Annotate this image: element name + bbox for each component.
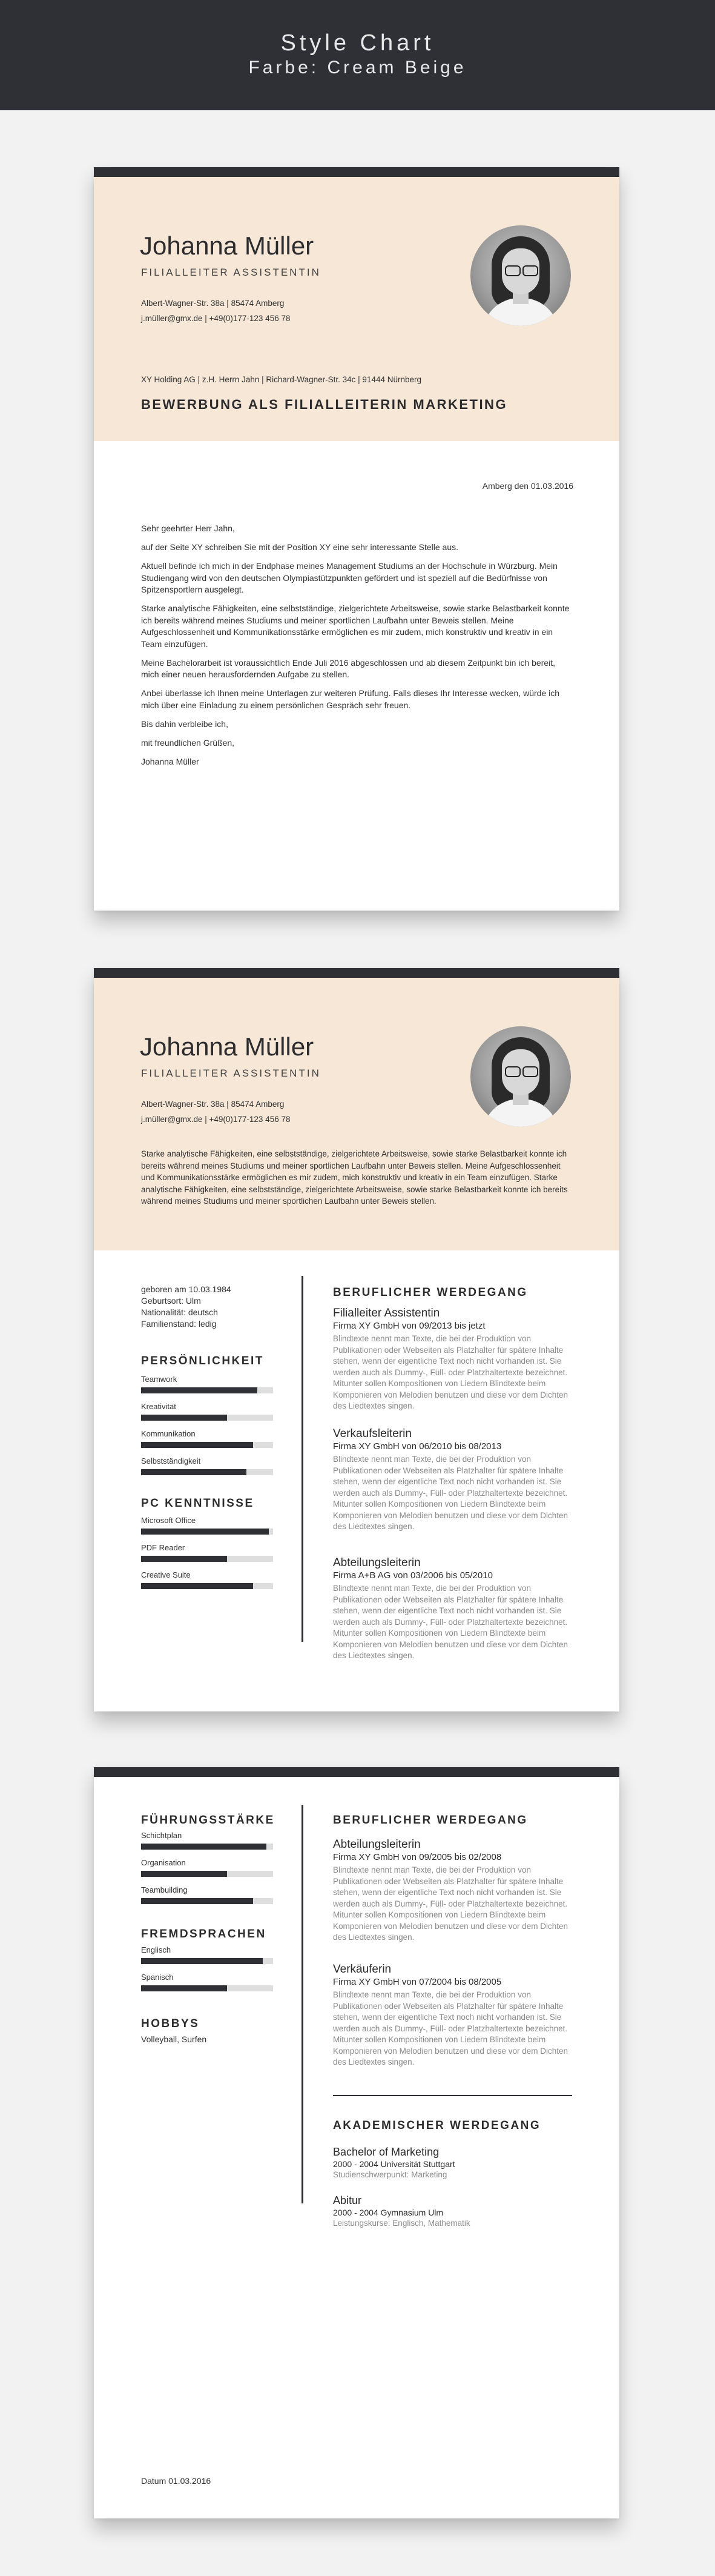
skill-item [141,1374,273,1393]
job-title: Abteilungsleiterin [333,1838,421,1851]
letter-subject: BEWERBUNG ALS FILIALLEITERIN MARKETING [141,397,508,412]
skill-bar-fill [141,1844,266,1850]
cv-intro: Starke analytische Fähigkeiten, eine selbstständige, zielgerichtete Arbeitsweise, sowie starke Belastbarkeit konnte ich bereits während meines Studiums und meiner sportlichen Laufbahn unter Beweis stellen. Meine Aufgeschlossenheit und Kommunikationsstärke ermöglichen es mir zudem, mich konstruktiv und kreativ in ein Team einzufügen. Starke analytische Fähigkeiten, eine selbstständige, zielgerichtete Arbeitsweise, sowie starke Belastbarkeit konnte ich bereits während meines Studiums und meiner sportlichen Laufbahn unter Beweis stellen. [141,1149,568,1206]
career-heading: BERUFLICHER WERDEGANG [333,1814,528,1827]
job-description: Blindtexte nennt man Texte, die bei der Produktion von Publikationen oder Webseiten als Platzhalter für spätere Inhalte stehen, wenn der eigentliche Text noch nicht vorhanden ist. Sie werden auch als Dummy-, Füll- oder Platzhaltertexte bezeichnet. Mitunter sollen Kompositionen von Liedern Blindtexte beim Komponieren von Melodien benutzen und diese vor dem Dichten des Liedtextes singen. [333,1584,568,1660]
job-company: Firma A+B AG von 03/2006 bis 05/2010 [333,1570,493,1581]
skill-label: PDF Reader [141,1543,185,1552]
cv-header-panel [94,978,619,1250]
letter-paragraph: Aktuell befinde ich mich in der Endphase meines Management Studiums an der Hochschule in Würzburg. Mein Studiengang wird von den deutschen Olympiastützpunkten gefördert und ist speziell auf die Bedürfnisse von Spitzensportlern ausgelegt. [141,561,558,594]
skill-item [141,1515,273,1535]
cv-page-1 [94,968,619,1711]
column-divider [301,1805,303,2203]
skill-item [141,1429,273,1448]
skill-label: Creative Suite [141,1570,191,1579]
education-title: Bachelor of Marketing [333,2146,440,2158]
skill-bar-fill [141,1415,227,1421]
address-line: Albert-Wagner-Str. 38a | 85474 Amberg [141,299,285,308]
person-name: Johanna Müller [140,1032,314,1061]
letter-body [141,523,572,775]
skill-item [141,1456,273,1475]
job-company: Firma XY GmbH von 06/2010 bis 08/2013 [333,1441,502,1452]
skill-label: Spanisch [141,1973,174,1982]
profile-photo [470,1026,571,1127]
marital-status: Familienstand: ledig [141,1319,217,1329]
letter-paragraph: Anbei überlasse ich Ihnen meine Unterlagen zur weiteren Prüfung. Falls dieses Ihr Interesse wecken, würde ich mich über eine Einladung zu einem persönlichen Gespräch sehr freuen. [141,688,560,710]
skill-label: Kommunikation [141,1429,196,1438]
education-title: Abitur [333,2194,362,2206]
skill-bar-fill [141,1469,246,1475]
job-entry [333,1962,572,2068]
skill-item [141,1401,273,1421]
languages-heading: FREMDSPRACHEN [141,1928,266,1940]
skill-bar-fill [141,1898,253,1904]
letter-paragraph: Bis dahin verbleibe ich, [141,719,228,729]
skill-item [141,1945,273,1964]
education-subject: Studienschwerpunkt: Marketing [333,2170,447,2179]
letter-paragraph: Meine Bachelorarbeit ist voraussichtlich Ende Juli 2016 abgeschlossen und ab diesem Zeitpunkt bin ich bereit, mich einer neuen herausfordernden Aufgabe zu stellen. [141,657,556,679]
education-dates: 2000 - 2004 Universität Stuttgart [333,2159,455,2169]
color-subtitle: Farbe: Cream Beige [248,58,467,78]
job-description: Blindtexte nennt man Texte, die bei der Produktion von Publikationen oder Webseiten als Platzhalter für spätere Inhalte stehen, wenn der eigentliche Text noch nicht vorhanden ist. Sie werden auch als Dummy-, Füll- oder Platzhaltertexte bezeichnet. Mitunter sollen Kompositionen von Liedern Blindtexte beim Komponieren von Melodien benutzen und diese vor dem Dichten des Liedtextes singen. [333,1865,568,1942]
career-heading: BERUFLICHER WERDEGANG [333,1286,528,1299]
letter-header-panel [94,177,619,441]
footer-date: Datum 01.03.2016 [141,2476,211,2486]
skill-bar [141,1958,273,1964]
skill-bar-fill [141,1871,227,1877]
job-title: Verkaufsleiterin [333,1427,412,1440]
skill-bar [141,1844,273,1850]
skill-label: Englisch [141,1945,171,1954]
skill-item [141,1857,273,1877]
skill-item [141,1885,273,1904]
letter-paragraph: Starke analytische Fähigkeiten, eine selbstständige, zielgerichtete Arbeitsweise, sowie starke Belastbarkeit konnte ich bereits während meines Studiums und meiner sportlichen Laufbahn unter Beweis stellen. Meine Aufgeschlossenheit und Kommunikationsstärke ermöglichen es mir zudem, mich konstruktiv und kreativ in ein Team einzufügen. [141,603,570,649]
skill-bar-fill [141,1442,253,1448]
education-subject: Leistungskurse: Englisch, Mathematik [333,2219,470,2228]
birth-place: Geburtsort: Ulm [141,1296,201,1306]
academic-heading: AKADEMISCHER WERDEGANG [333,2119,541,2132]
page-top-strip [94,1767,619,1777]
education-dates: 2000 - 2004 Gymnasium Ulm [333,2208,444,2217]
hobbies-text: Volleyball, Surfen [141,2034,207,2044]
skill-bar-fill [141,1985,227,1991]
letter-paragraph: Sehr geehrter Herr Jahn, [141,523,235,533]
skill-label: Kreativität [141,1402,176,1411]
page-top-strip [94,968,619,978]
profile-photo [470,225,571,326]
recipient-line: XY Holding AG | z.H. Herrn Jahn | Richard-Wagner-Str. 34c | 91444 Nürnberg [141,375,421,384]
job-company: Firma XY GmbH von 07/2004 bis 08/2005 [333,1977,502,1987]
header-bar [0,0,715,110]
skill-bar [141,1469,273,1475]
skill-label: Teambuilding [141,1885,188,1894]
letter-signature: Johanna Müller [141,756,199,766]
skill-label: Microsoft Office [141,1516,196,1525]
skill-label: Teamwork [141,1375,177,1384]
job-description: Blindtexte nennt man Texte, die bei der Produktion von Publikationen oder Webseiten als Platzhalter für spätere Inhalte stehen, wenn der eigentliche Text noch nicht vorhanden ist. Sie werden auch als Dummy-, Füll- oder Platzhaltertexte bezeichnet. Mitunter sollen Kompositionen von Liedern Blindtexte beim Komponieren von Melodien benutzen und diese vor dem Dichten des Liedtextes singen. [333,1990,568,2066]
job-description: Blindtexte nennt man Texte, die bei der Produktion von Publikationen oder Webseiten als Platzhalter für spätere Inhalte stehen, wenn der eigentliche Text noch nicht vorhanden ist. Sie werden auch als Dummy-, Füll- oder Platzhaltertexte bezeichnet. Mitunter sollen Kompositionen von Liedern Blindtexte beim Komponieren von Melodien benutzen und diese vor dem Dichten des Liedtextes singen. [333,1455,568,1531]
person-name: Johanna Müller [140,231,314,260]
contact-block [141,296,290,326]
skill-bar [141,1556,273,1562]
skill-bar [141,1415,273,1421]
cv-page-2 [94,1767,619,2518]
skill-label: Organisation [141,1858,186,1867]
skill-item [141,1972,273,1991]
skill-bar-fill [141,1583,253,1589]
hobbies-heading: HOBBYS [141,2017,200,2030]
job-entry [333,1556,572,1662]
skill-bar-fill [141,1958,263,1964]
contact-line: j.müller@gmx.de | +49(0)177-123 456 78 [141,314,291,323]
education-entry [333,2145,572,2180]
personality-heading: PERSÖNLICHKEIT [141,1355,264,1367]
job-company: Firma XY GmbH von 09/2013 bis jetzt [333,1321,486,1331]
skill-item [141,1542,273,1562]
cover-letter-page [94,167,619,911]
contact-line: j.müller@gmx.de | +49(0)177-123 456 78 [141,1115,291,1124]
skill-item [141,1570,273,1589]
skill-bar [141,1985,273,1991]
birth-date: geboren am 10.03.1984 [141,1284,231,1294]
contact-block [141,1097,290,1127]
skill-label: Selbstständigkeit [141,1456,201,1466]
style-chart-title: Style Chart [280,30,435,56]
letter-date: Amberg den 01.03.2016 [482,481,573,491]
skill-label: Schichtplan [141,1831,182,1840]
job-entry [333,1306,572,1412]
job-company: Firma XY GmbH von 09/2005 bis 02/2008 [333,1852,502,1862]
personal-details [141,1284,231,1330]
skill-bar-fill [141,1387,257,1393]
section-divider [333,2095,572,2096]
skill-bar [141,1442,273,1448]
job-entry [333,1427,572,1533]
skill-bar [141,1529,273,1535]
person-role: FILIALLEITER ASSISTENTIN [141,267,321,278]
job-title: Verkäuferin [333,1963,392,1976]
job-title: Filialleiter Assistentin [333,1307,440,1320]
skill-item [141,1830,273,1850]
person-role: FILIALLEITER ASSISTENTIN [141,1067,321,1079]
skill-bar [141,1871,273,1877]
job-entry [333,1837,572,1944]
leadership-heading: FÜHRUNGSSTÄRKE [141,1814,275,1827]
address-line: Albert-Wagner-Str. 38a | 85474 Amberg [141,1100,285,1109]
column-divider [301,1276,303,1642]
letter-paragraph: mit freundlichen Grüßen, [141,737,235,748]
pc-heading: PC KENNTNISSE [141,1497,254,1510]
skill-bar-fill [141,1529,269,1535]
job-description: Blindtexte nennt man Texte, die bei der Produktion von Publikationen oder Webseiten als Platzhalter für spätere Inhalte stehen, wenn der eigentliche Text noch nicht vorhanden ist. Sie werden auch als Dummy-, Füll- oder Platzhaltertexte bezeichnet. Mitunter sollen Kompositionen von Liedern Blindtexte beim Komponieren von Melodien benutzen und diese vor dem Dichten des Liedtextes singen. [333,1334,568,1410]
skill-bar [141,1583,273,1589]
skill-bar [141,1387,273,1393]
education-entry [333,2194,572,2229]
job-title: Abteilungsleiterin [333,1556,421,1569]
nationality: Nationalität: deutsch [141,1307,218,1317]
page-top-strip [94,167,619,177]
letter-paragraph: auf der Seite XY schreiben Sie mit der Position XY eine sehr interessante Stelle aus. [141,542,459,552]
skill-bar [141,1898,273,1904]
skill-bar-fill [141,1556,227,1562]
